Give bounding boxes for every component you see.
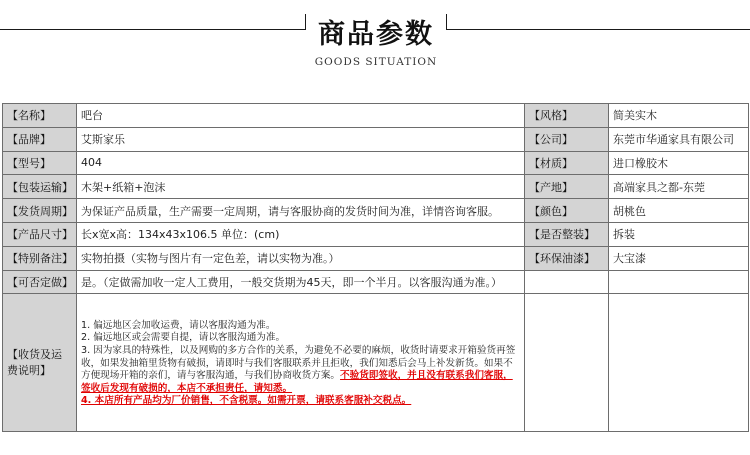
header-rule-left (0, 29, 305, 30)
spec-label: 【收货及运费说明】 (3, 294, 77, 432)
table-row (3, 270, 749, 294)
shipping-warning-text: 不验货即签收，并且没有联系我们客服，签收后发现有破损的，本店不承担责任，请知悉。 (81, 370, 513, 394)
spec-value: 高端家具之都-东莞 (609, 175, 749, 199)
empty-cell (609, 294, 749, 432)
empty-cell (609, 270, 749, 294)
spec-table (2, 103, 749, 432)
spec-value: 长x宽x高：134x43x106.5 单位：(cm) (77, 222, 525, 246)
section-header (0, 0, 750, 80)
spec-label: 【特别备注】 (3, 246, 77, 270)
spec-value: 为保证产品质量，生产需要一定周期，请与客服协商的发货时间为准，详情咨询客服。 (77, 199, 525, 223)
spec-label: 【名称】 (3, 104, 77, 128)
spec-label: 【公司】 (525, 127, 609, 151)
shipping-notes (77, 294, 525, 432)
spec-value: 艾斯家乐 (77, 127, 525, 151)
table-row (3, 294, 749, 432)
spec-value: 404 (77, 151, 525, 175)
spec-value: 进口橡胶木 (609, 151, 749, 175)
spec-label: 【发货周期】 (3, 199, 77, 223)
shipping-note-line: 2. 偏远地区或会需要自提，请以客服沟通为准。 (81, 332, 286, 344)
table-row (3, 175, 749, 199)
table-row (3, 127, 749, 151)
spec-label: 【环保油漆】 (525, 246, 609, 270)
section-title: 商品参数 (318, 19, 434, 50)
spec-value: 实物拍摄（实物与图片有一定色差，请以实物为准。） (77, 246, 525, 270)
spec-label: 【产品尺寸】 (3, 222, 77, 246)
spec-label: 【可否定做】 (3, 270, 77, 294)
spec-value: 胡桃色 (609, 199, 749, 223)
spec-label: 【包装运输】 (3, 175, 77, 199)
spec-label: 【产地】 (525, 175, 609, 199)
spec-value: 是。（定做需加收一定人工费用，一般交货期为45天，即一个半月。以客服沟通为准。） (77, 270, 525, 294)
spec-label: 【品牌】 (3, 127, 77, 151)
table-row (3, 104, 749, 128)
header-tick-right (446, 14, 447, 30)
spec-value: 大宝漆 (609, 246, 749, 270)
shipping-note-line: 1. 偏远地区会加收运费，请以客服沟通为准。 (81, 319, 276, 331)
table-row (3, 199, 749, 223)
header-rule-right (447, 29, 750, 30)
section-subtitle: GOODS SITUATION (314, 56, 438, 68)
empty-cell (525, 294, 609, 432)
spec-label: 【是否整装】 (525, 222, 609, 246)
spec-value: 东莞市华通家具有限公司 (609, 127, 749, 151)
spec-value: 拆装 (609, 222, 749, 246)
table-row (3, 151, 749, 175)
shipping-note-text: 3. 因为家具的特殊性，以及网购的多方合作的关系，为避免不必要的麻烦，收货时请要求开箱验货再签收，如果发抽箱里货物有破损，请即时与我们客服联系并且拒收，我们知悉后会马上补发新货。如果不方便现场开箱的亲们，请与客服沟通，与我们协商收货方案。 (81, 344, 516, 382)
empty-cell (525, 270, 609, 294)
spec-value: 吧台 (77, 104, 525, 128)
spec-label: 【风格】 (525, 104, 609, 128)
spec-value: 木架+纸箱+泡沫 (77, 175, 525, 199)
spec-value: 简美实木 (609, 104, 749, 128)
shipping-warning-line: 4. 本店所有产品均为厂价销售，不含税票。如需开票，请联系客服补交税点。 (81, 395, 412, 407)
spec-label: 【型号】 (3, 151, 77, 175)
table-row (3, 246, 749, 270)
spec-label: 【材质】 (525, 151, 609, 175)
shipping-note-line (81, 345, 520, 395)
spec-label: 【颜色】 (525, 199, 609, 223)
table-row (3, 222, 749, 246)
